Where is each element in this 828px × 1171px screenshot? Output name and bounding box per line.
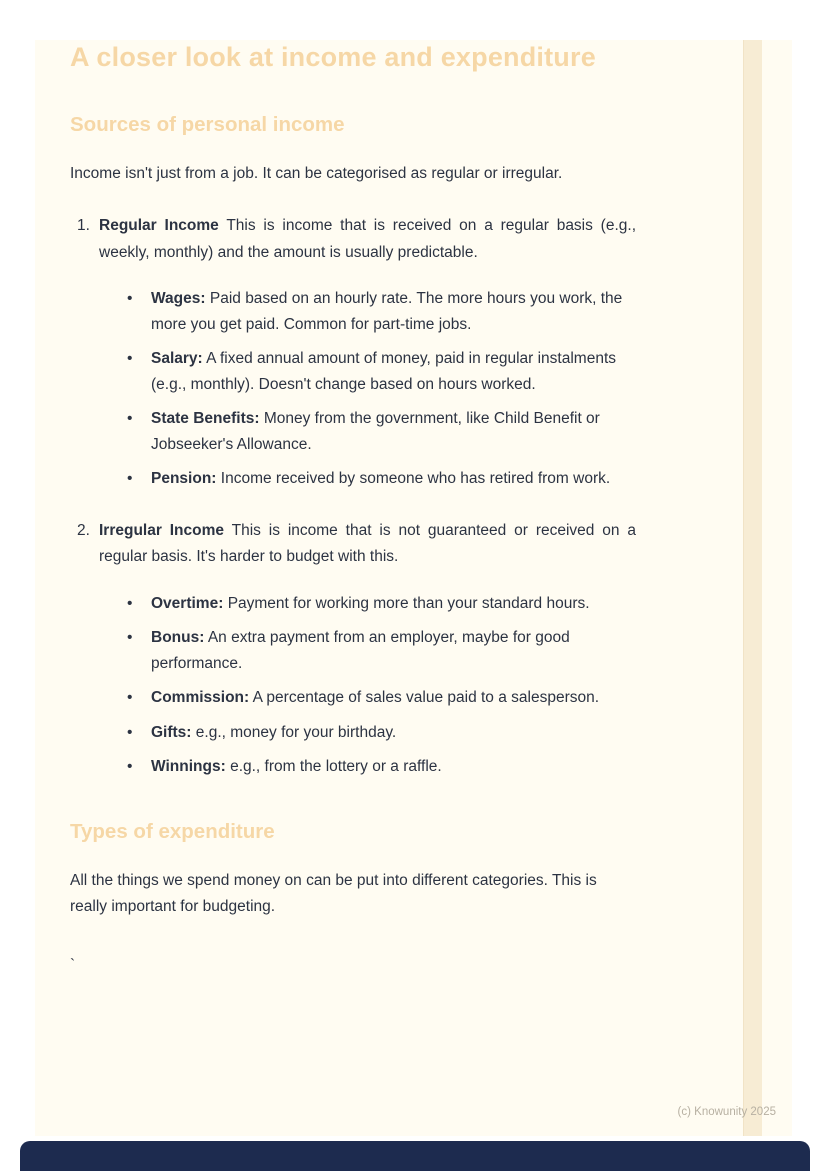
bullet-icon [127, 466, 141, 492]
term-definition: Paid based on an hourly rate. The more hours you work, the more you get paid. Common for part-time jobs. [151, 290, 623, 333]
term-label: Overtime: [151, 594, 224, 612]
bullet-state-benefits [99, 406, 636, 457]
section-heading-expenditure: Types of expenditure [70, 820, 275, 844]
term-definition: Income received by someone who has retired from work. [220, 470, 611, 488]
bullet-text [151, 720, 636, 746]
bullet-icon [127, 625, 141, 676]
term-definition: An extra payment from an employer, maybe for good performance. [151, 629, 570, 672]
list-item-irregular-income [70, 518, 636, 780]
term-label: Gifts: [151, 723, 192, 741]
bullet-icon [127, 591, 141, 617]
list-item-content [99, 213, 636, 492]
bullet-text [151, 625, 636, 676]
term-definition: e.g., from the lottery or a raffle. [230, 758, 442, 776]
bullet-icon [127, 685, 141, 711]
bullet-text [151, 685, 636, 711]
bullet-icon [127, 720, 141, 746]
list-item-text [99, 213, 636, 266]
bullet-bonus [99, 625, 636, 676]
bullet-pension [99, 466, 636, 492]
term-definition: e.g., money for your birthday. [195, 723, 397, 741]
bullet-icon [127, 286, 141, 337]
term-label: State Benefits: [151, 410, 260, 428]
term-definition: A fixed annual amount of money, paid in regular instalments (e.g., monthly). Doesn't change based on hours worked. [151, 350, 616, 393]
list-item-content [99, 518, 636, 780]
list-number: 1. [77, 217, 90, 235]
list-item-regular-income [70, 213, 636, 492]
list-number: 2. [77, 521, 90, 539]
bullet-icon [127, 754, 141, 780]
list-item-text [99, 518, 636, 571]
page-edge-decoration [743, 40, 762, 1136]
term-definition: A percentage of sales value paid to a salesperson. [252, 689, 600, 707]
term-label: Winnings: [151, 758, 226, 776]
term-definition: Money from the government, like Child Benefit or Jobseeker's Allowance. [151, 410, 600, 453]
section-intro-expenditure: All the things we spend money on can be put into different categories. This is really important for budgeting. [70, 872, 597, 916]
bullet-text [151, 346, 636, 397]
section-heading-income: Sources of personal income [70, 113, 345, 136]
bullet-wages [99, 286, 636, 337]
stray-backtick-text: ` [70, 956, 76, 974]
term-label: Commission: [151, 689, 250, 707]
bullet-icon [127, 406, 141, 457]
bullet-winnings [99, 754, 636, 780]
term-label: Irregular Income [99, 521, 225, 539]
bullet-text [151, 754, 636, 780]
term-label: Wages: [151, 290, 206, 308]
term-definition: Payment for working more than your standard hours. [227, 594, 590, 612]
irregular-income-bullets [99, 591, 636, 780]
bullet-text [151, 591, 636, 617]
copyright-footer: (c) Knowunity 2025 [677, 1106, 776, 1118]
term-definition: This is income that is received on a regular basis (e.g., weekly, monthly) and the amount is usually predictable. [99, 217, 637, 261]
document-page [35, 40, 792, 1136]
section-intro-income: Income isn't just from a job. It can be categorised as regular or irregular. [70, 165, 563, 182]
bullet-text [151, 286, 636, 337]
bullet-salary [99, 346, 636, 397]
bullet-overtime [99, 591, 636, 617]
regular-income-bullets [99, 286, 636, 492]
term-label: Regular Income [99, 217, 219, 235]
term-definition: This is income that is not guaranteed or received on a regular basis. It's harder to budget with this. [99, 521, 636, 566]
next-page-edge [20, 1141, 810, 1171]
term-label: Bonus: [151, 629, 205, 647]
bullet-text [151, 466, 636, 492]
page-content [35, 40, 636, 979]
bullet-icon [127, 346, 141, 397]
bullet-commission [99, 685, 636, 711]
bullet-gifts [99, 720, 636, 746]
income-types-list [70, 213, 636, 780]
bullet-text [151, 406, 636, 457]
page-title: A closer look at income and expenditure [70, 42, 596, 72]
term-label: Pension: [151, 470, 217, 488]
term-label: Salary: [151, 350, 203, 368]
